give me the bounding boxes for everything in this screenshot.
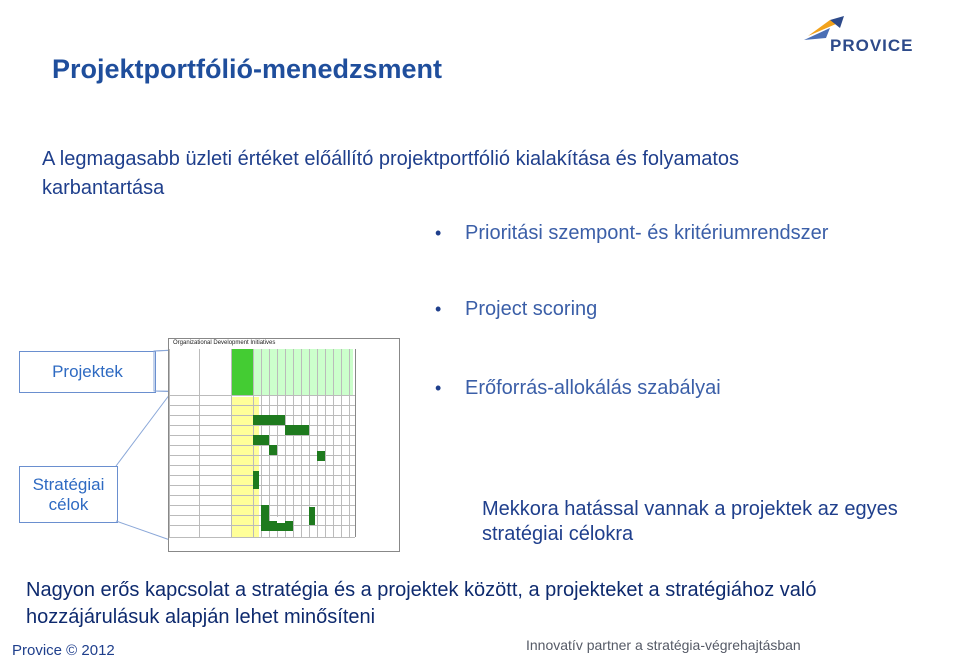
matrix-green-header (231, 349, 253, 395)
bullet-label: Prioritási szempont- és kritériumrendszer (465, 222, 829, 244)
matrix-title: Organizational Development Initiatives (173, 340, 276, 346)
matrix-notes-column (355, 349, 396, 537)
projects-box: Projektek (19, 351, 156, 393)
bullet-dot-icon: • (435, 299, 442, 319)
impact-description: Mekkora hatással vannak a projektek az egyes stratégiai célokra (482, 498, 898, 545)
page-title: Projektportfólió-menedzsment (52, 54, 443, 84)
conclusion-text: Nagyon erős kapcsolat a stratégia és a projektek között, a projekteket a stratégiához való hozzájárulásuk alapján lehet minősíteni (26, 579, 817, 628)
strategic-goals-box: Stratégiai célok (19, 466, 118, 523)
bullet-label: Erőforrás-allokálás szabályai (465, 377, 721, 399)
subtitle: A legmagasabb üzleti értéket előállító projektportfólió kialakítása és folyamatos karbantartása (42, 148, 740, 199)
logo-text: PROVICE (830, 36, 914, 55)
footer-copyright: Provice © 2012 (12, 642, 115, 659)
project-strategy-matrix (168, 338, 400, 552)
bullet-dot-icon: • (435, 378, 442, 398)
footer-tagline: Innovatív partner a stratégia-végrehajtásban (526, 637, 801, 653)
bullet-dot-icon: • (435, 223, 442, 243)
matrix-column-headers (253, 349, 353, 395)
bullet-label: Project scoring (465, 298, 598, 320)
